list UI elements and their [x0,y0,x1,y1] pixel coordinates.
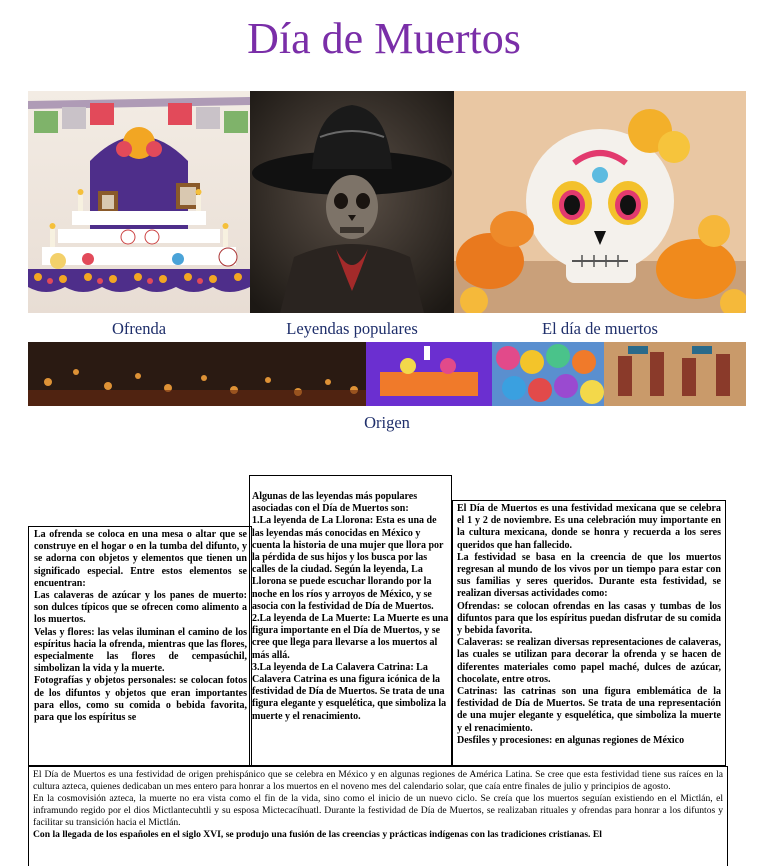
caption-ofrenda: Ofrenda [111,319,167,338]
ofrenda-text-box[interactable] [28,526,252,766]
caption-origen: Origen [364,413,410,432]
caption-dia-de-muertos: El día de muertos [542,319,658,338]
dia-paragraph: Catrinas: las catrinas son una figura emblemática de la festividad de Día de Muertos. Se trata de una representación de una mujer elegante y esquelética, que simboliza la muerte y el renacimiento. [457,686,721,734]
page-title: Día de Muertos [247,14,521,63]
origen-text-box[interactable] [28,766,728,866]
dia-paragraph: Ofrendas: se colocan ofrendas en las casas y tumbas de los difuntos para que los espíritus puedan disfrutar de su comida y bebida favorita. [457,600,721,637]
leyendas-paragraph: 3.La leyenda de La Calavera Catrina: La Calavera Catrina es una figura icónica de la festividad de Día de Muertos. Se trata de una figura elegante y esquelética, que simboliza la muerte y el renacimiento. [252,661,447,722]
origen-paragraph: El Día de Muertos es una festividad de origen prehispánico que se celebra en México y en algunas regiones de América Latina. Se cree que esta festividad tiene sus raíces en la cultura azteca, quienes dedicaban un mes entero para honrar a los muertos en el noveno mes del calendario solar, que caía entre finales de julio y principios de agosto. [33,769,723,792]
leyendas-paragraph: 2.La leyenda de La Muerte: La Muerte es una figura importante en el Día de Muertos, y se cree que llega para llevarse a los muertos al más allá. [252,613,449,661]
leyendas-paragraph: 1.La leyenda de La Llorona: Esta es una de las leyendas más conocidas en México y cuenta la historia de una mujer que llora por la pérdida de sus hijos y los busca por las calles de la ciudad. Según la leyenda, La Llorona se puede escuchar llorando por la noche en los ríos y arroyos de México, y se asocia con la festividad de Día de Muertos. [252,515,444,612]
ofrenda-paragraph: La ofrenda se coloca en una mesa o altar que se construye en el hogar o en la tumba del difunto, y se adorna con objetos y elementos que tienen un significado especial. Entre estos elementos se encuentran: [34,529,247,589]
dia-de-muertos-text-box[interactable] [452,500,726,766]
caption-leyendas: Leyendas populares [286,319,418,338]
ofrenda-paragraph: Las calaveras de azúcar y los panes de muerto: son dulces típicos que se ofrecen como alimento a los muertos. [34,590,247,626]
leyendas-paragraph: Algunas de las leyendas más populares asociadas con el Día de Muertos son: [252,491,418,515]
dia-paragraph: Calaveras: se realizan diversas representaciones de calaveras, las cuales se utilizan para decorar la ofrenda y se hacen de diferentes materiales como papel maché, dulces de azúcar, chocolate, entre otros. [457,637,721,685]
leyendas-image[interactable] [250,91,454,313]
ofrenda-image[interactable] [28,91,250,313]
ofrenda-paragraph: Velas y flores: las velas iluminan el camino de los espíritus hacia la ofrenda, mientras que las flores, especialmente las flores de cempasúchil, simbolizan la vida y la muerte. [34,626,247,675]
origen-paragraph: Con la llegada de los españoles en el siglo XVI, se produjo una fusión de las creencias y prácticas indígenas con las tradiciones cristianas. El [33,829,602,840]
origen-paragraph: En la cosmovisión azteca, la muerte no era vista como el fin de la vida, sino como el inicio de un nuevo ciclo. Se creía que los muertos seguían existiendo en el Mictlán, el inframundo regido por el dios Mictlantecuhtli y su esposa Mictecacíhuatl. Durante la festividad de Día de Muertos, se realizaban rituales y ofrendas para honrar a los difuntos y facilitar su transición hacia el Mictlán. [33,793,723,828]
dia-paragraph: La festividad se basa en la creencia de que los muertos regresan al mundo de los vivos por un tiempo para estar con sus familias y seres queridos. Durante esta festividad, se realizan diversas actividades como: [457,551,721,600]
leyendas-text-box[interactable] [249,475,452,766]
dia-paragraph: El Día de Muertos es una festividad mexicana que se celebra el 1 y 2 de noviembre. Es una celebración muy importante en la cultura mexicana, donde se honra y recuerda a los seres queridos que han fallecido. [457,503,721,551]
ofrenda-paragraph: Fotografías y objetos personales: se colocan fotos de los difuntos y objetos que eran importantes para ellos, como su comida o bebida favorita, para que los espíritus se [34,675,247,724]
origen-image[interactable] [28,342,746,406]
dia-de-muertos-image[interactable] [454,91,746,313]
dia-paragraph: Desfiles y procesiones: en algunas regiones de México [457,734,685,746]
